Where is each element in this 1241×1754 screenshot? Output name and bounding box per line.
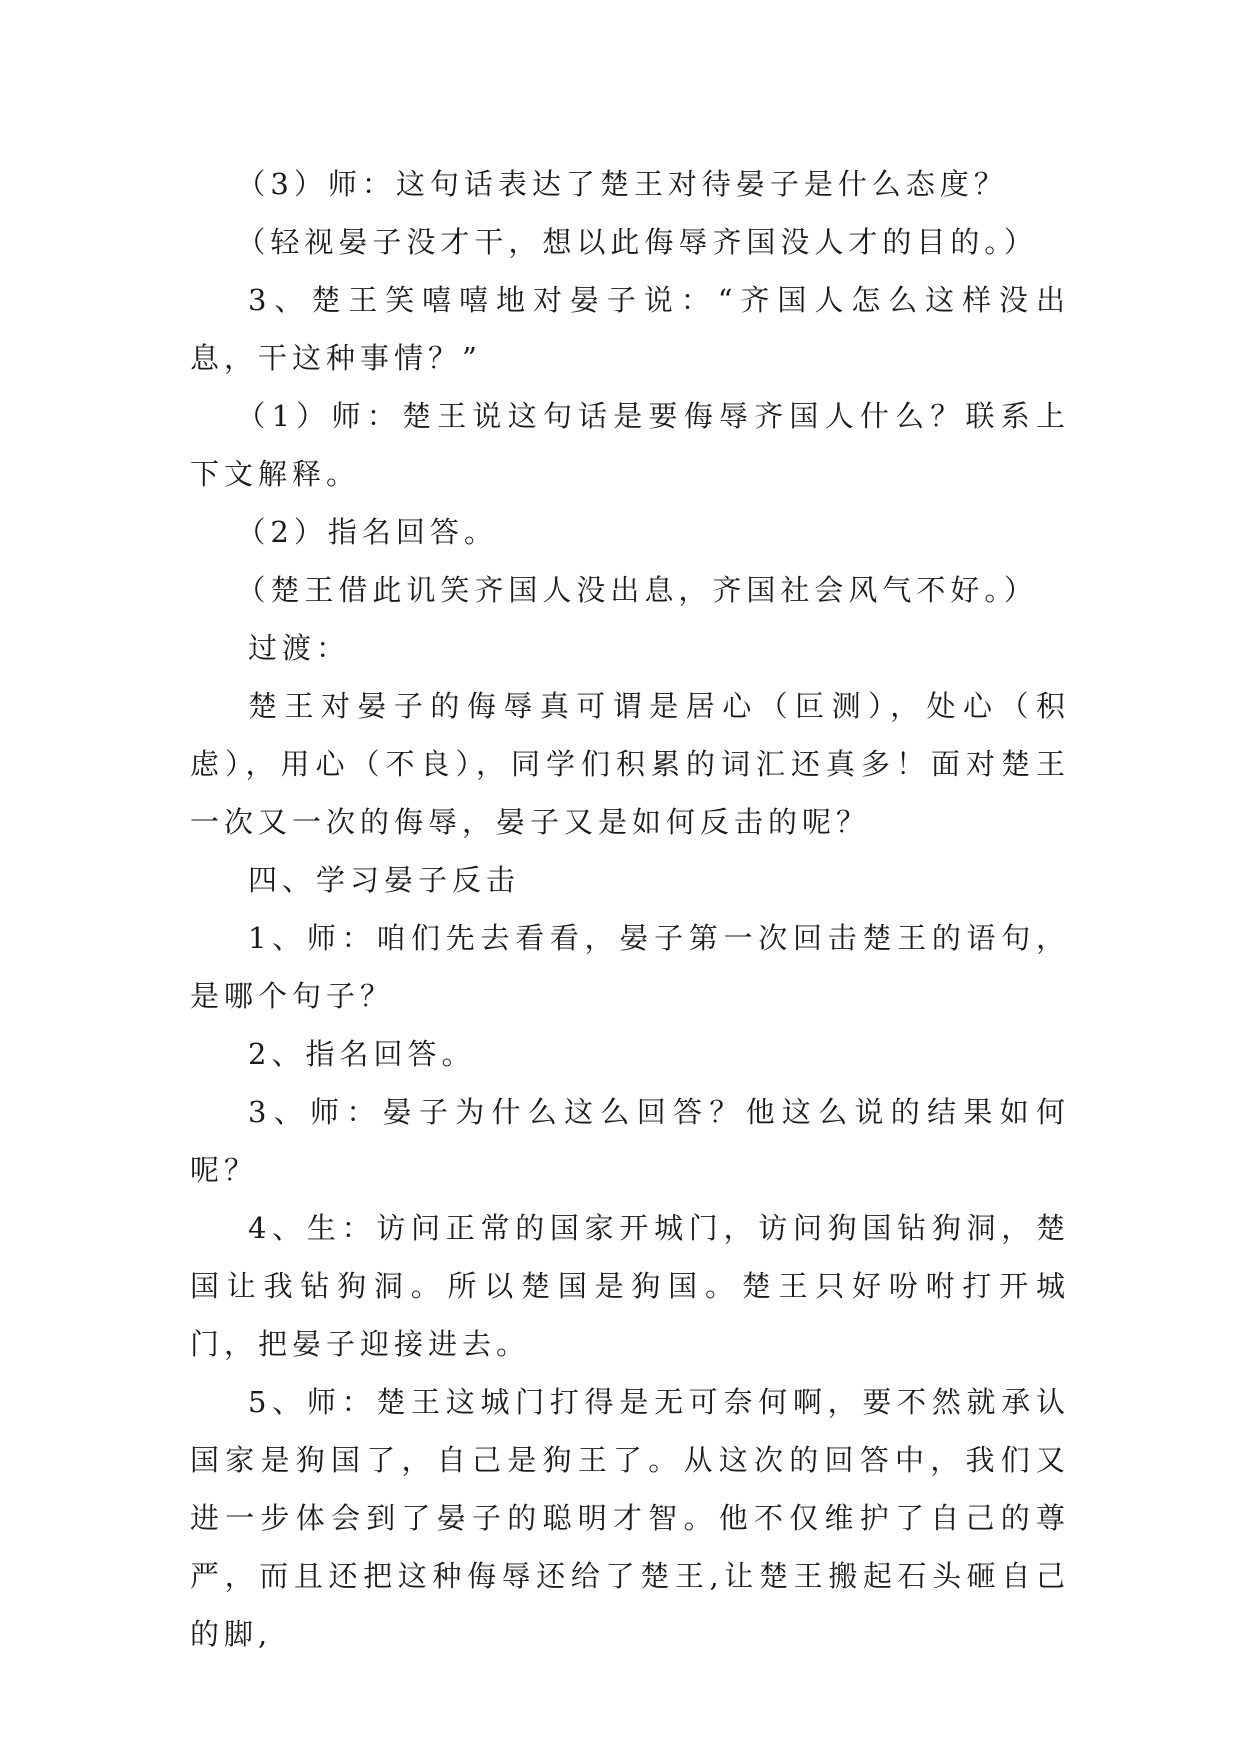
paragraph-4: （1）师：楚王说这句话是要侮辱齐国人什么？联系上下文解释。	[190, 399, 1070, 491]
paragraph-5: （2）指名回答。	[236, 515, 498, 549]
paragraph-12: 3、师：晏子为什么这么回答？他这么说的结果如何呢？	[190, 1095, 1070, 1187]
paragraph-1: （3）师：这句话表达了楚王对待晏子是什么态度？	[236, 167, 1008, 201]
paragraph-7: 过渡：	[248, 631, 351, 665]
paragraph-6: （楚王借此讥笑齐国人没出息，齐国社会风气不好。）	[236, 573, 1038, 607]
paragraph-13: 4、生：访问正常的国家开城门，访问狗国钻狗洞，楚国让我钻狗洞。所以楚国是狗国。楚王只好吩咐打开城门，把晏子迎接进去。	[190, 1211, 1070, 1361]
paragraph-3: 3、楚王笑嘻嘻地对晏子说：“齐国人怎么这样没出息，干这种事情？”	[190, 283, 1070, 375]
section-heading: 四、学习晏子反击	[248, 863, 521, 897]
document-body	[190, 155, 1070, 1663]
paragraph-14: 5、师：楚王这城门打得是无可奈何啊，要不然就承认国家是狗国了，自己是狗王了。从这次的回答中，我们又进一步体会到了晏子的聪明才智。他不仅维护了自己的尊严，而且还把这种侮辱还给了楚王,让楚王搬起石头砸自己的脚,	[190, 1385, 1070, 1651]
paragraph-2: （轻视晏子没才干，想以此侮辱齐国没人才的目的。）	[236, 225, 1038, 259]
paragraph-10: 1、师：咱们先去看看，晏子第一次回击楚王的语句，是哪个句子？	[190, 921, 1070, 1013]
paragraph-11: 2、指名回答。	[248, 1037, 476, 1071]
paragraph-8: 楚王对晏子的侮辱真可谓是居心（叵测），处心（积虑），用心（不良），同学们积累的词汇还真多！面对楚王一次又一次的侮辱，晏子又是如何反击的呢？	[190, 689, 1070, 839]
